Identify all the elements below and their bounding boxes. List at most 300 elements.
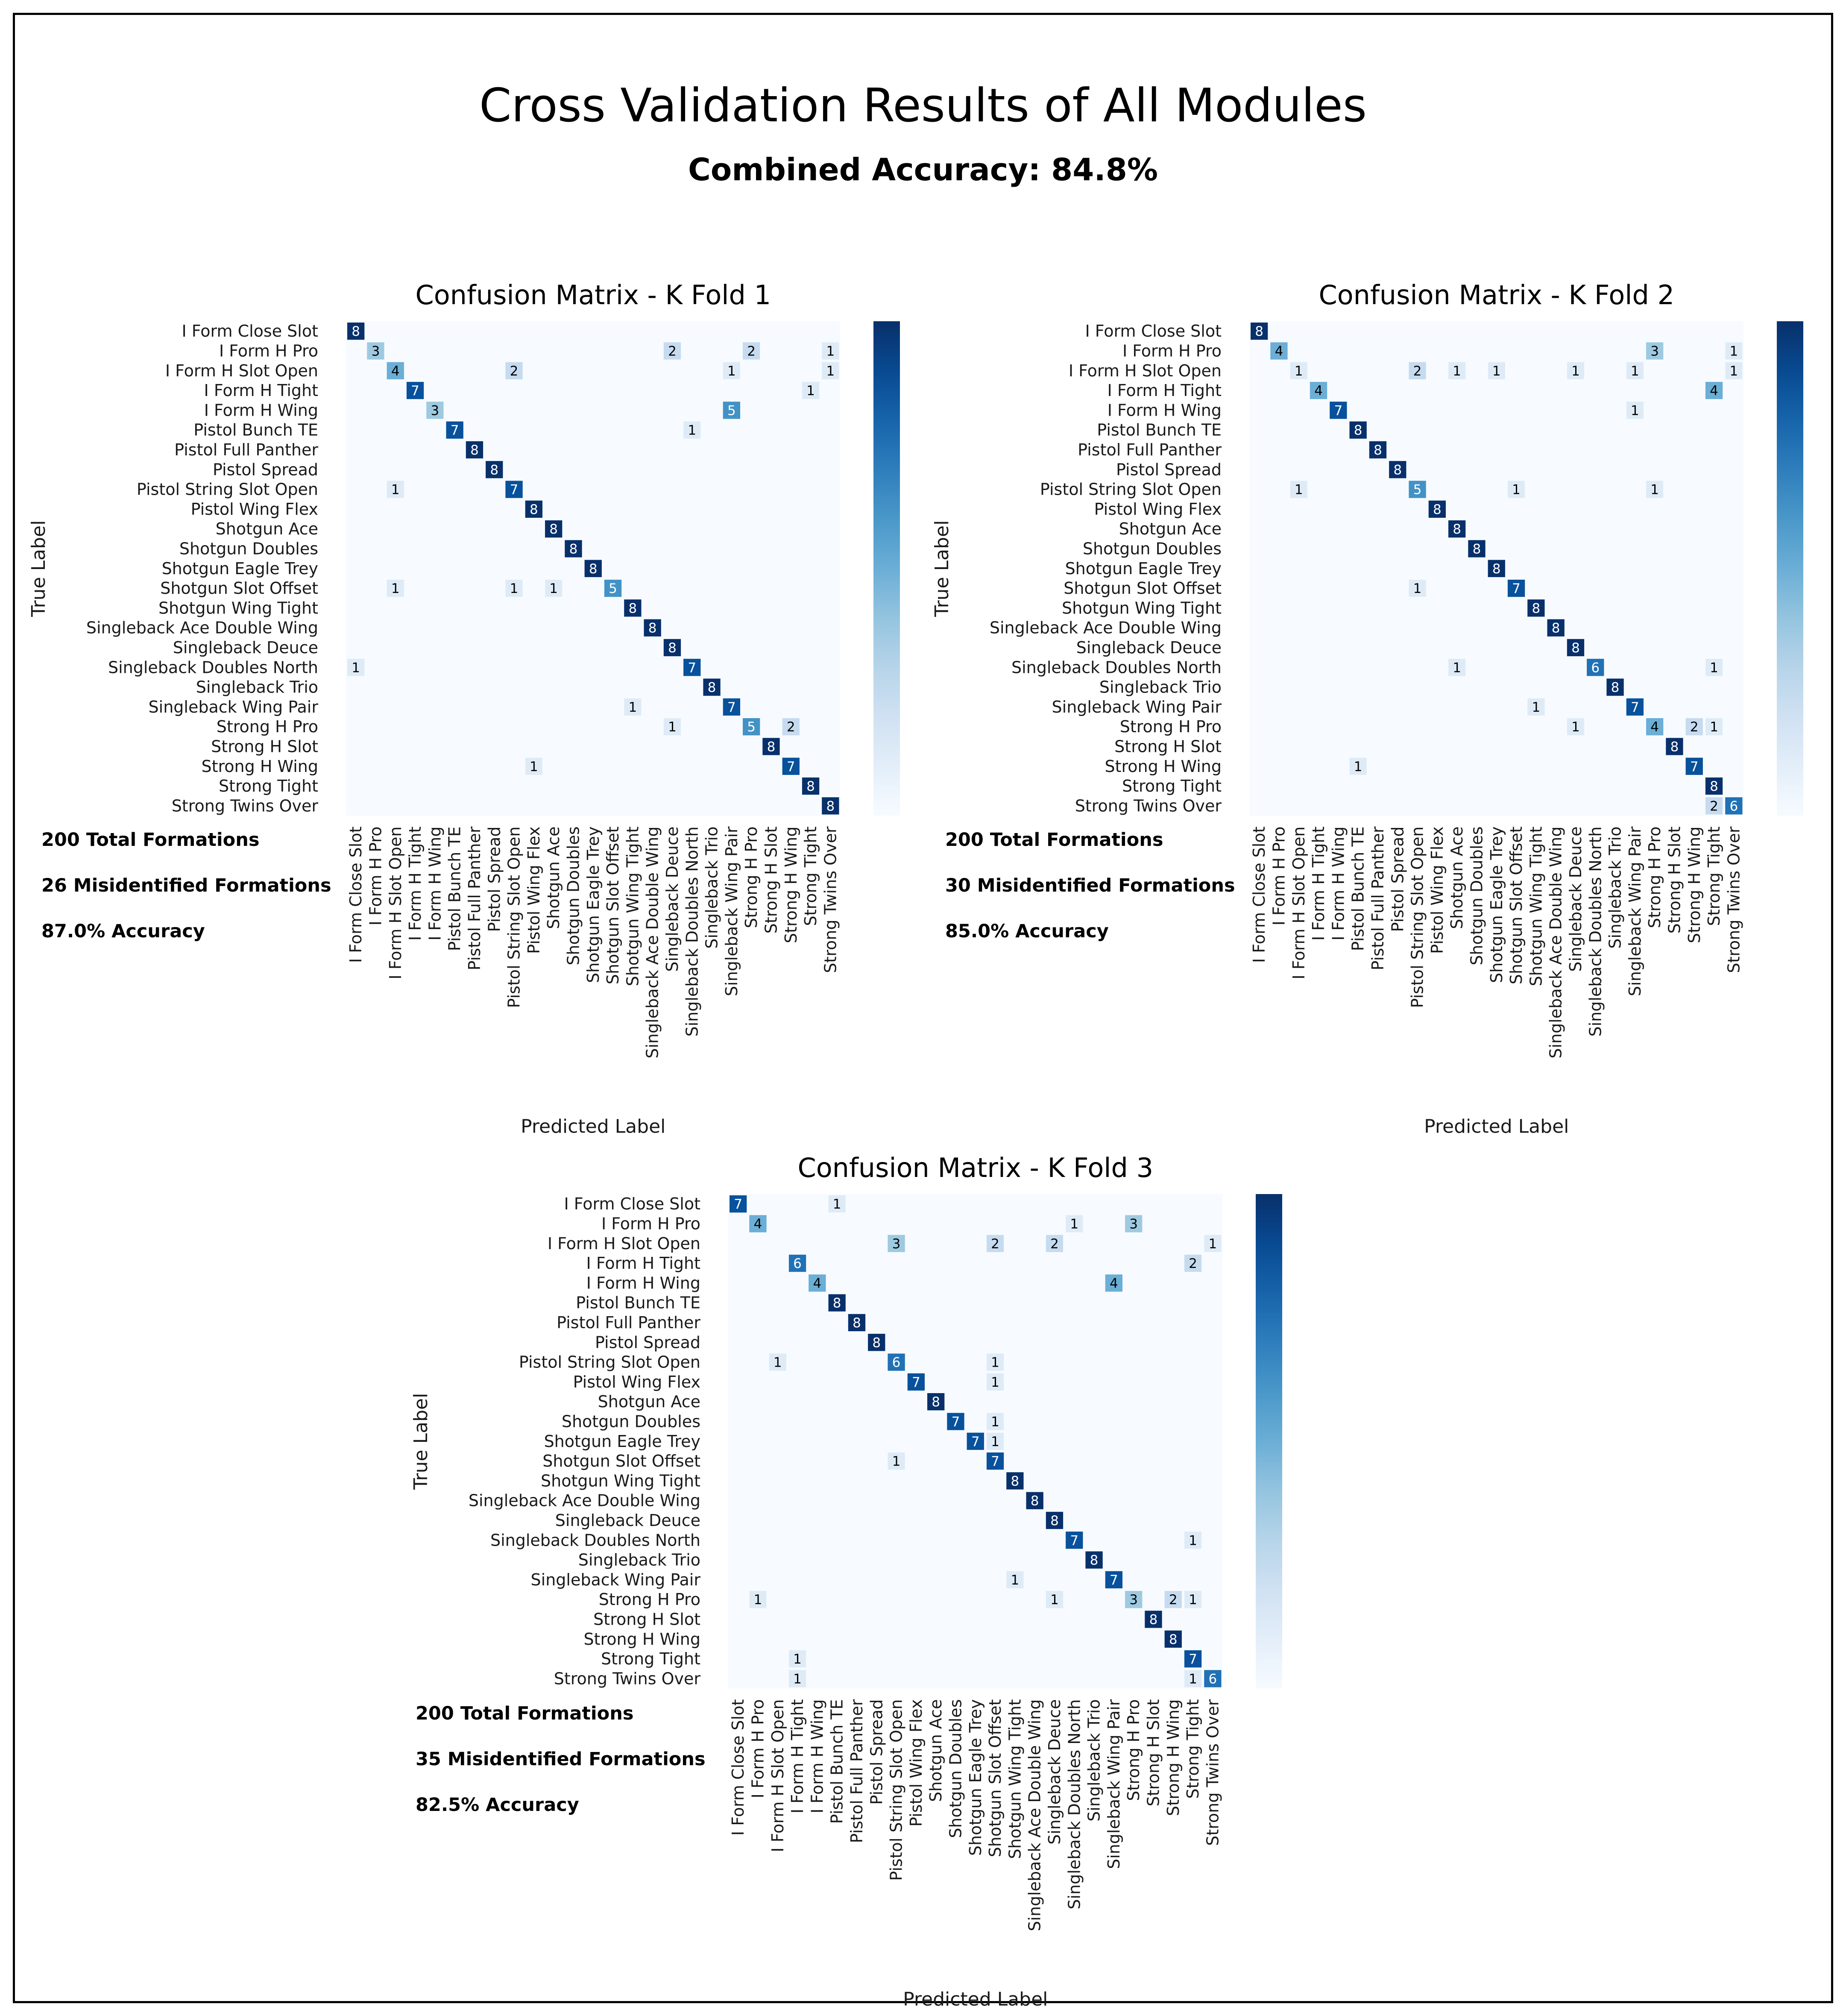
cell-value-label: 1 (826, 343, 835, 359)
x-tick-label: I Form H Tight (1309, 826, 1328, 941)
x-axis-label: Predicted Label (1424, 1115, 1569, 1138)
cell-value-label: 8 (569, 541, 578, 557)
cell-value-label: 8 (1374, 442, 1382, 458)
cell-value-label: 2 (1690, 719, 1699, 735)
x-tick-label: Shotgun Ace (544, 826, 563, 929)
x-tick-label: I Form Close Slot (1250, 826, 1269, 963)
y-tick-label: Singleback Doubles North (108, 658, 318, 677)
cell-value-label: 7 (411, 383, 419, 399)
cell-value-label: 8 (1090, 1552, 1099, 1568)
x-tick-label: Strong Tight (1705, 826, 1724, 926)
cell-value-label: 4 (1275, 343, 1283, 359)
y-tick-label: Pistol Bunch TE (193, 420, 318, 440)
y-tick-label: Shotgun Slot Offset (160, 579, 318, 598)
x-tick-label: Pistol Spread (1388, 826, 1407, 932)
cell-value-label: 7 (1630, 699, 1639, 715)
cell-value-label: 8 (832, 1295, 841, 1311)
stats-line: 87.0% Accuracy (41, 921, 205, 942)
cell-value-label: 7 (510, 482, 519, 498)
x-tick-label: I Form H Pro (1269, 826, 1289, 926)
combined-accuracy: Combined Accuracy: 84.8% (688, 152, 1158, 188)
y-tick-label: I Form Close Slot (1085, 322, 1222, 341)
x-tick-label: I Form H Wing (1329, 826, 1348, 941)
cell-value-label: 1 (991, 1355, 999, 1370)
y-tick-label: Shotgun Ace (598, 1392, 700, 1411)
y-axis-label: True Label (410, 1393, 432, 1490)
cell-value-label: 1 (391, 581, 400, 597)
y-tick-label: Strong Twins Over (171, 796, 318, 816)
x-tick-label: Shotgun Slot Offset (604, 826, 623, 985)
x-tick-label: Singleback Ace Double Wing (1546, 826, 1565, 1059)
cell-value-label: 1 (832, 1197, 841, 1212)
cell-value-label: 5 (747, 719, 756, 735)
x-tick-label: Singleback Ace Double Wing (1025, 1699, 1044, 1931)
cell-value-label: 1 (529, 759, 538, 775)
x-tick-label: Strong H Slot (1665, 826, 1684, 934)
x-tick-label: Pistol String Slot Open (887, 1699, 906, 1881)
x-tick-label: Pistol Wing Flex (906, 1699, 926, 1827)
y-tick-label: Pistol String Slot Open (1040, 480, 1222, 499)
x-tick-label: Strong Twins Over (1724, 826, 1743, 973)
y-tick-label: I Form H Wing (1107, 401, 1222, 420)
cell-value-label: 6 (892, 1355, 901, 1370)
stats-line: 82.5% Accuracy (416, 1794, 579, 1816)
cell-value-label: 8 (549, 522, 558, 537)
cell-value-label: 8 (1492, 561, 1501, 577)
cell-value-label: 8 (1354, 423, 1363, 438)
cell-value-label: 7 (1334, 403, 1343, 419)
y-tick-label: Strong H Slot (1114, 737, 1222, 756)
x-tick-label: Strong H Slot (1144, 1699, 1163, 1807)
cell-value-label: 1 (793, 1652, 802, 1667)
cell-value-label: 8 (529, 502, 538, 517)
y-tick-label: Pistol String Slot Open (519, 1353, 700, 1372)
cell-value-label: 7 (951, 1414, 960, 1430)
cell-value-label: 1 (991, 1414, 999, 1430)
cell-value-label: 1 (1710, 719, 1718, 735)
x-tick-label: Singleback Trio (1606, 826, 1625, 949)
x-tick-label: Shotgun Wing Tight (1527, 826, 1546, 986)
y-tick-label: Singleback Wing Pair (148, 697, 318, 716)
x-tick-label: I Form H Tight (788, 1699, 807, 1814)
x-tick-label: Shotgun Ace (1447, 826, 1467, 929)
cell-value-label: 8 (1532, 601, 1541, 616)
stats-line: 30 Misidentified Formations (945, 875, 1235, 896)
y-tick-label: I Form H Wing (586, 1274, 700, 1293)
y-tick-label: Shotgun Slot Offset (542, 1452, 700, 1471)
colorbar (1256, 1194, 1282, 1689)
x-tick-label: I Form H Slot Open (386, 826, 405, 980)
cell-value-label: 1 (1070, 1216, 1079, 1232)
stats-line: 85.0% Accuracy (945, 921, 1109, 942)
cell-value-label: 3 (1129, 1592, 1138, 1608)
cell-value-label: 7 (911, 1374, 920, 1390)
cell-value-label: 8 (707, 680, 716, 695)
x-tick-label: Shotgun Eagle Trey (966, 1699, 985, 1856)
cell-value-label: 7 (786, 759, 795, 775)
cell-value-label: 8 (1433, 502, 1442, 517)
x-tick-label: Pistol Bunch TE (827, 1699, 847, 1824)
y-tick-label: Shotgun Wing Tight (1061, 599, 1222, 618)
matrix-title: Confusion Matrix - K Fold 2 (1319, 279, 1675, 311)
y-tick-label: I Form H Tight (586, 1254, 700, 1273)
x-tick-label: I Form H Wing (425, 826, 445, 941)
cell-value-label: 8 (1670, 739, 1679, 755)
x-tick-label: Singleback Trio (702, 826, 721, 949)
x-tick-label: Pistol String Slot Open (1408, 826, 1427, 1008)
x-tick-label: Strong H Wing (1685, 826, 1704, 943)
stats-line: 200 Total Formations (945, 829, 1163, 851)
cell-value-label: 1 (1453, 660, 1462, 676)
x-tick-label: Strong Twins Over (821, 826, 840, 973)
cell-value-label: 8 (1472, 541, 1481, 557)
cell-value-label: 1 (1532, 699, 1541, 715)
y-tick-label: I Form Close Slot (182, 322, 318, 341)
x-tick-label: Pistol Full Panther (847, 1699, 866, 1843)
y-tick-label: Singleback Trio (196, 678, 318, 697)
x-tick-label: Shotgun Ace (926, 1699, 946, 1802)
page-title: Cross Validation Results of All Modules (479, 79, 1367, 132)
cell-value-label: 1 (1354, 759, 1363, 775)
y-tick-label: Pistol Bunch TE (1097, 420, 1222, 440)
y-axis-label: True Label (931, 520, 953, 617)
y-tick-label: I Form Close Slot (564, 1194, 700, 1214)
cell-value-label: 1 (773, 1355, 782, 1370)
cell-value-label: 1 (352, 660, 360, 676)
y-tick-label: Strong H Slot (211, 737, 318, 756)
cell-value-label: 5 (727, 403, 736, 419)
x-tick-label: Strong Tight (1184, 1699, 1203, 1799)
cell-value-label: 6 (1729, 798, 1738, 814)
cell-value-label: 6 (1208, 1671, 1217, 1687)
x-tick-label: Strong H Pro (742, 826, 761, 928)
x-tick-label: Singleback Ace Double Wing (643, 826, 662, 1059)
x-tick-label: Shotgun Wing Tight (1005, 1699, 1025, 1859)
cell-value-label: 8 (1050, 1513, 1059, 1529)
x-tick-label: Shotgun Slot Offset (986, 1699, 1005, 1858)
cell-value-label: 4 (1710, 383, 1718, 399)
x-tick-label: Singleback Wing Pair (1104, 1699, 1123, 1869)
cell-value-label: 1 (1189, 1592, 1197, 1608)
cell-value-label: 6 (793, 1256, 802, 1272)
cell-value-label: 8 (767, 739, 776, 755)
cell-value-label: 7 (450, 423, 459, 438)
cell-value-label: 8 (668, 640, 677, 656)
y-tick-label: Strong Twins Over (1075, 796, 1222, 816)
y-tick-label: Singleback Doubles North (1011, 658, 1222, 677)
cell-value-label: 1 (1208, 1236, 1217, 1252)
x-tick-label: Pistol Bunch TE (445, 826, 464, 951)
cell-value-label: 1 (1729, 343, 1738, 359)
confusion-matrix-fold-2 (931, 279, 1803, 1138)
x-tick-label: Pistol Bunch TE (1348, 826, 1368, 951)
x-tick-label: I Form Close Slot (346, 826, 366, 963)
cell-value-label: 1 (1729, 363, 1738, 379)
cell-value-label: 2 (1050, 1236, 1059, 1252)
cell-value-label: 1 (1189, 1533, 1197, 1549)
cell-value-label: 1 (1630, 403, 1639, 419)
x-tick-label: Pistol String Slot Open (504, 826, 524, 1008)
y-tick-label: I Form H Pro (1122, 341, 1222, 361)
cell-value-label: 1 (1050, 1592, 1059, 1608)
y-tick-label: Pistol String Slot Open (136, 480, 318, 499)
x-tick-label: Shotgun Wing Tight (623, 826, 642, 986)
y-tick-label: I Form H Slot Open (547, 1234, 700, 1253)
y-tick-label: Strong H Pro (598, 1590, 700, 1609)
x-tick-label: Singleback Wing Pair (1625, 826, 1644, 996)
y-tick-label: Strong Tight (1122, 777, 1222, 796)
cell-value-label: 1 (688, 423, 697, 438)
x-tick-label: I Form H Pro (366, 826, 385, 926)
cell-value-label: 8 (1149, 1612, 1158, 1628)
y-tick-label: Shotgun Doubles (561, 1412, 700, 1431)
x-tick-label: I Form H Slot Open (768, 1699, 787, 1852)
y-tick-label: Pistol Spread (212, 460, 318, 479)
y-tick-label: Pistol Spread (1116, 460, 1222, 479)
y-tick-label: Singleback Ace Double Wing (468, 1491, 700, 1510)
x-tick-label: Strong H Pro (1124, 1699, 1143, 1801)
cell-value-label: 4 (753, 1216, 762, 1232)
y-tick-label: Pistol Wing Flex (190, 499, 318, 519)
cell-value-label: 1 (628, 699, 637, 715)
x-tick-label: Pistol Full Panther (465, 826, 484, 971)
x-tick-label: Pistol Full Panther (1368, 826, 1387, 971)
cell-value-label: 2 (1169, 1592, 1178, 1608)
stats-line: 26 Misidentified Formations (41, 875, 331, 896)
y-tick-label: Pistol Spread (595, 1333, 700, 1352)
y-tick-label: Strong H Pro (1119, 717, 1222, 737)
cell-value-label: 8 (1710, 779, 1718, 795)
cell-value-label: 6 (1591, 660, 1600, 676)
cell-value-label: 1 (1571, 719, 1580, 735)
x-tick-label: Shotgun Eagle Trey (583, 826, 603, 983)
cell-value-label: 1 (753, 1592, 762, 1608)
cell-value-label: 1 (1650, 482, 1659, 498)
colorbar (873, 321, 900, 816)
x-tick-label: I Form H Pro (748, 1699, 768, 1799)
y-tick-label: Pistol Full Panther (174, 440, 318, 459)
cell-value-label: 8 (826, 798, 835, 814)
x-tick-label: I Form H Wing (808, 1699, 827, 1814)
y-tick-label: Strong Twins Over (554, 1669, 700, 1688)
cell-value-label: 1 (1294, 482, 1303, 498)
x-tick-label: Singleback Wing Pair (722, 826, 741, 996)
y-tick-label: Shotgun Eagle Trey (544, 1432, 700, 1451)
x-tick-label: Singleback Doubles North (1586, 826, 1605, 1037)
cell-value-label: 4 (391, 363, 400, 379)
cell-value-label: 2 (510, 363, 519, 379)
cell-value-label: 8 (589, 561, 598, 577)
x-tick-label: Strong H Wing (781, 826, 800, 943)
y-tick-label: Pistol Full Panther (557, 1313, 700, 1332)
y-tick-label: I Form H Tight (204, 381, 318, 400)
y-tick-label: Shotgun Wing Tight (158, 599, 318, 618)
y-tick-label: I Form H Pro (219, 341, 318, 361)
cell-value-label: 7 (727, 699, 736, 715)
y-tick-label: Shotgun Doubles (179, 539, 318, 558)
x-tick-label: Singleback Deuce (662, 826, 682, 972)
x-tick-label: Singleback Doubles North (683, 826, 702, 1037)
cell-value-label: 5 (1413, 482, 1422, 498)
cell-value-label: 1 (1294, 363, 1303, 379)
cell-value-label: 7 (1109, 1572, 1118, 1588)
cell-value-label: 1 (1492, 363, 1501, 379)
cell-value-label: 1 (668, 719, 677, 735)
y-tick-label: Pistol Wing Flex (1094, 499, 1222, 519)
y-tick-label: Strong Tight (601, 1649, 700, 1669)
y-tick-label: Strong H Pro (216, 717, 318, 737)
y-tick-label: Shotgun Ace (215, 519, 318, 539)
y-tick-label: Strong H Wing (201, 757, 318, 776)
y-tick-label: I Form H Pro (601, 1214, 700, 1233)
cell-value-label: 8 (1011, 1473, 1020, 1489)
cell-value-label: 8 (1393, 462, 1402, 478)
y-tick-label: Strong Tight (218, 777, 318, 796)
cell-value-label: 1 (1011, 1572, 1020, 1588)
cell-value-label: 7 (971, 1434, 980, 1450)
y-tick-label: Shotgun Ace (1119, 519, 1222, 539)
matrix-title: Confusion Matrix - K Fold 3 (797, 1152, 1154, 1183)
confusion-matrix-fold-3 (410, 1152, 1282, 2010)
cell-value-label: 3 (431, 403, 440, 419)
y-tick-label: Singleback Wing Pair (1052, 697, 1222, 716)
cell-value-label: 1 (892, 1454, 901, 1470)
y-axis-label: True Label (28, 520, 50, 617)
x-tick-label: Shotgun Doubles (564, 826, 583, 965)
cell-value-label: 8 (806, 779, 815, 795)
cell-value-label: 7 (1690, 759, 1699, 775)
y-tick-label: Strong H Wing (1105, 757, 1222, 776)
cell-value-label: 1 (1512, 482, 1521, 498)
y-tick-label: Pistol Full Panther (1078, 440, 1222, 459)
cell-value-label: 8 (490, 462, 499, 478)
y-tick-label: Singleback Ace Double Wing (989, 618, 1222, 637)
cell-value-label: 7 (1070, 1533, 1079, 1549)
cell-value-label: 2 (668, 343, 677, 359)
y-tick-label: I Form H Slot Open (1068, 361, 1222, 380)
colorbar (1777, 321, 1803, 816)
x-tick-label: Pistol Wing Flex (524, 826, 543, 954)
cell-value-label: 3 (1650, 343, 1659, 359)
cell-value-label: 8 (648, 620, 657, 636)
cell-value-label: 2 (991, 1236, 999, 1252)
x-tick-label: Shotgun Doubles (946, 1699, 965, 1838)
y-tick-label: Shotgun Wing Tight (540, 1471, 700, 1491)
y-tick-label: Singleback Deuce (555, 1511, 700, 1530)
cell-value-label: 7 (1189, 1652, 1197, 1667)
x-tick-label: Singleback Doubles North (1065, 1699, 1084, 1910)
cell-value-label: 3 (892, 1236, 901, 1252)
cell-value-label: 8 (853, 1315, 861, 1331)
cell-value-label: 1 (806, 383, 815, 399)
stats-line: 200 Total Formations (41, 829, 260, 851)
x-tick-label: Singleback Deuce (1045, 1699, 1064, 1845)
cell-value-label: 1 (727, 363, 736, 379)
cell-value-label: 8 (470, 442, 479, 458)
cell-value-label: 1 (549, 581, 558, 597)
x-tick-label: Strong H Slot (762, 826, 781, 934)
x-tick-label: Singleback Trio (1084, 1699, 1104, 1822)
x-tick-label: Shotgun Slot Offset (1507, 826, 1526, 985)
x-tick-label: Shotgun Eagle Trey (1487, 826, 1506, 983)
stats-line: 200 Total Formations (416, 1703, 634, 1724)
y-tick-label: Singleback Deuce (1076, 638, 1222, 657)
x-tick-label: Strong H Wing (1163, 1699, 1183, 1816)
y-tick-label: I Form H Slot Open (165, 361, 318, 380)
y-tick-label: Shotgun Slot Offset (1064, 579, 1222, 598)
cell-value-label: 3 (371, 343, 380, 359)
y-tick-label: Strong H Slot (593, 1610, 700, 1629)
cell-value-label: 8 (1611, 680, 1620, 695)
y-tick-label: Shotgun Eagle Trey (161, 559, 318, 578)
x-tick-label: Strong H Pro (1645, 826, 1664, 928)
cell-value-label: 8 (1453, 522, 1462, 537)
cell-value-label: 1 (1630, 363, 1639, 379)
y-tick-label: Singleback Doubles North (490, 1531, 700, 1550)
cell-value-label: 7 (688, 660, 697, 676)
y-tick-label: Singleback Trio (578, 1550, 700, 1570)
cell-value-label: 8 (628, 601, 637, 616)
x-tick-label: Shotgun Doubles (1467, 826, 1486, 965)
cell-value-label: 1 (826, 363, 835, 379)
cell-value-label: 2 (747, 343, 756, 359)
cell-value-label: 4 (813, 1276, 822, 1291)
cell-value-label: 4 (1314, 383, 1323, 399)
y-tick-label: Pistol Bunch TE (576, 1293, 700, 1312)
cell-value-label: 2 (1189, 1256, 1197, 1272)
x-tick-label: I Form Close Slot (729, 1699, 748, 1836)
cell-value-label: 5 (609, 581, 617, 597)
cell-value-label: 1 (1189, 1671, 1197, 1687)
cell-value-label: 8 (352, 324, 360, 340)
x-axis-label: Predicted Label (521, 1115, 666, 1138)
x-axis-label: Predicted Label (903, 1988, 1048, 2010)
cell-value-label: 1 (1413, 581, 1422, 597)
cell-value-label: 8 (872, 1335, 881, 1351)
y-tick-label: Strong H Wing (583, 1629, 700, 1649)
y-tick-label: Singleback Trio (1099, 678, 1222, 697)
cell-value-label: 1 (793, 1671, 802, 1687)
cell-value-label: 1 (1571, 363, 1580, 379)
cell-value-label: 7 (1512, 581, 1521, 597)
y-tick-label: Shotgun Doubles (1082, 539, 1222, 558)
cell-value-label: 4 (1109, 1276, 1118, 1291)
y-tick-label: Singleback Wing Pair (530, 1570, 700, 1589)
x-tick-label: Strong Tight (801, 826, 820, 926)
y-tick-label: I Form H Wing (204, 401, 318, 420)
cell-value-label: 1 (510, 581, 519, 597)
matrix-title: Confusion Matrix - K Fold 1 (415, 279, 771, 311)
cell-value-label: 1 (1710, 660, 1718, 676)
cell-value-label: 1 (991, 1434, 999, 1450)
y-tick-label: Singleback Ace Double Wing (86, 618, 318, 637)
y-tick-label: Pistol Wing Flex (573, 1372, 700, 1391)
cell-value-label: 8 (1255, 324, 1264, 340)
cell-value-label: 7 (991, 1454, 999, 1470)
x-tick-label: Pistol Spread (867, 1699, 886, 1805)
cell-value-label: 1 (391, 482, 400, 498)
cell-value-label: 2 (1413, 363, 1422, 379)
cell-value-label: 1 (991, 1374, 999, 1390)
x-tick-label: I Form H Tight (406, 826, 425, 941)
cell-value-label: 8 (1169, 1632, 1178, 1647)
cell-value-label: 8 (932, 1394, 941, 1410)
y-tick-label: Shotgun Eagle Trey (1065, 559, 1222, 578)
confusion-matrix-fold-1 (28, 279, 900, 1138)
stats-line: 35 Misidentified Formations (416, 1749, 706, 1770)
x-tick-label: Pistol Spread (485, 826, 504, 932)
x-tick-label: Pistol Wing Flex (1427, 826, 1447, 954)
